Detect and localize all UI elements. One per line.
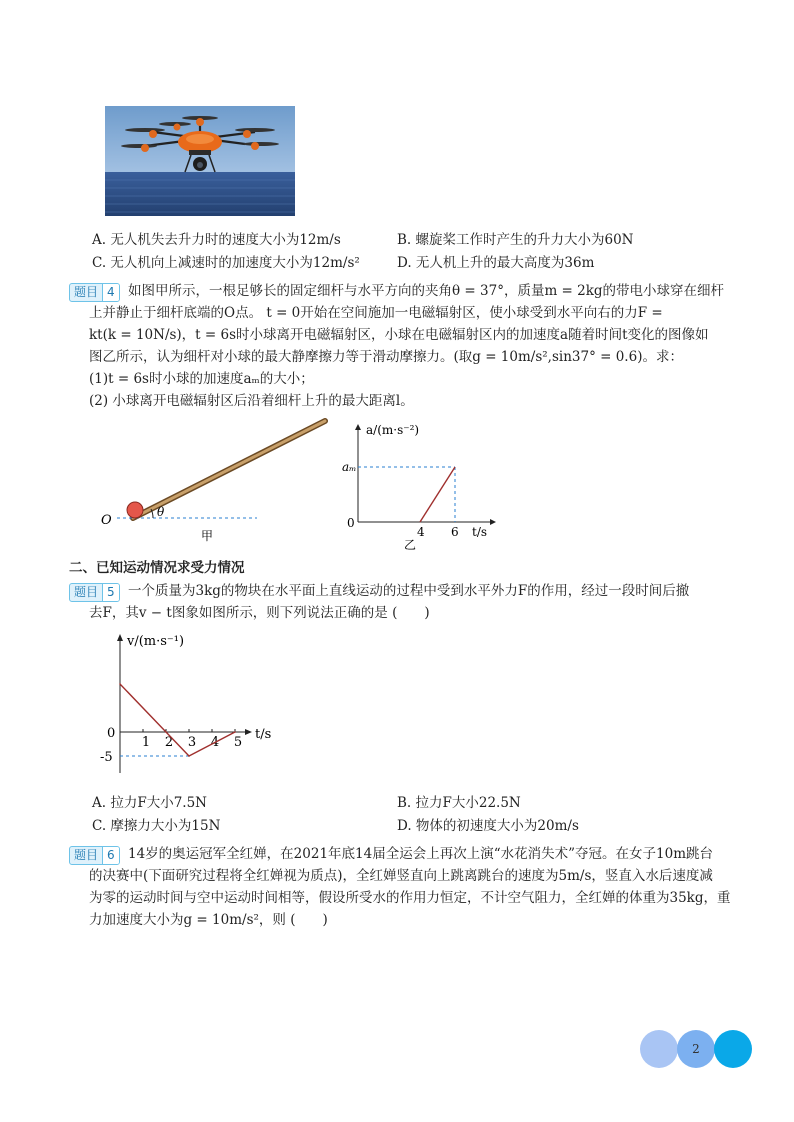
q6-line-1: 14岁的奥运冠军全红婵，在2021年底14届全运会上再次上演“水花消失术”夺冠。在女子10m跳台	[128, 846, 713, 862]
q6-line-4: 力加速度大小为g = 10m/s²，则 ( )	[89, 912, 328, 928]
figure-jia-incline	[95, 412, 345, 552]
vt-series-point	[165, 731, 167, 733]
q4-line-5: (1)t = 6s时小球的加速度aₘ的大小；	[89, 371, 314, 387]
yi-origin: 0	[347, 516, 355, 530]
drone-photo	[105, 106, 295, 216]
vt-ytick-0: 0	[107, 726, 116, 741]
vt-y-arrow	[117, 634, 123, 641]
question-badge-6	[69, 846, 120, 865]
acceleration-line	[420, 467, 455, 522]
yi-xlabel: t/s	[472, 525, 488, 539]
vt-xtick-2: 2	[164, 735, 174, 750]
badge-label: 题目	[74, 848, 99, 862]
badge-number: 5	[102, 584, 119, 601]
vt-series-point	[234, 731, 236, 733]
badge-number: 4	[102, 284, 119, 301]
q3-option-b: B. 螺旋桨工作时产生的升力大小为60N	[397, 232, 634, 248]
q5-line-1: 一个质量为3kg的物块在水平面上直线运动的过程中受到水平外力F的作用，经过一段时间后撤	[128, 583, 690, 599]
q4-line-1: 如图甲所示，一根足够长的固定细杆与水平方向的夹角θ = 37°，质量m = 2kg的带电小球穿在细杆	[128, 283, 725, 299]
q5-option-a: A. 拉力F大小7.5N	[92, 795, 207, 811]
charged-ball	[127, 502, 143, 518]
q3-option-c: C. 无人机向上减速时的加速度大小为12m/s²	[92, 255, 360, 271]
question-badge-4	[69, 283, 120, 302]
vt-xlabel: t/s	[255, 727, 272, 742]
q4-line-6: (2) 小球离开电磁辐射区后沿着细杆上升的最大距离l。	[89, 393, 414, 409]
q3-option-a: A. 无人机失去升力时的速度大小为12m/s	[92, 232, 341, 248]
vt-series-point	[188, 755, 190, 757]
q5-line-2: 去F，其v − t图象如图所示，则下列说法正确的是 ( )	[89, 605, 430, 621]
badge-label: 题目	[74, 285, 99, 299]
vt-xtick-4: 4	[210, 735, 220, 750]
q6-line-2: 的决赛中(下面研究过程将全红婵视为质点)，全红婵竖直向上跳离跳台的速度为5m/s，竖直入水后速度减	[89, 868, 713, 884]
page-number: 2	[692, 1042, 700, 1056]
q4-line-4: 图乙所示，认为细杆对小球的最大静摩擦力等于滑动摩擦力。(取g = 10m/s²,sin37° = 0.6)。求：	[89, 349, 683, 365]
vt-ylabel: v/(m·s⁻¹)	[127, 634, 185, 649]
q5-option-d: D. 物体的初速度大小为20m/s	[397, 818, 579, 834]
q4-line-3: kt(k = 10N/s)，t = 6s时小球离开电磁辐射区，小球在电磁辐射区内的加速度a随着时间t变化的图像如	[89, 327, 709, 343]
vt-chart	[95, 625, 295, 780]
q5-option-c: C. 摩擦力大小为15N	[92, 818, 221, 834]
yi-am-label: aₘ	[342, 460, 357, 474]
yi-tick-6: 6	[451, 525, 459, 539]
vt-xtick-3: 3	[187, 735, 197, 750]
vt-ytick-minus5: -5	[100, 750, 113, 765]
q4-line-2: 上并静止于细杆底端的O点。 t = 0开始在空间施加一电磁辐射区，使小球受到水平向右的力F =	[89, 305, 663, 321]
label-theta: θ	[157, 505, 165, 519]
vt-xtick-5: 5	[233, 735, 243, 750]
figure-yi-at-graph	[330, 418, 510, 553]
vt-xtick-1: 1	[141, 735, 151, 750]
vt-series-point	[119, 683, 121, 685]
yi-tick-4: 4	[417, 525, 425, 539]
q3-option-d: D. 无人机上升的最大高度为36m	[397, 255, 595, 271]
yi-ylabel: a/(m·s⁻²)	[366, 423, 420, 437]
badge-label: 题目	[74, 585, 99, 599]
question-badge-5	[69, 583, 120, 602]
q5-option-b: B. 拉力F大小22.5N	[397, 795, 521, 811]
q6-line-3: 为零的运动时间与空中运动时间相等，假设所受水的作用力恒定，不计空气阻力，全红婵的体重为35kg，重	[89, 890, 731, 906]
section-2-title: 二、已知运动情况求受力情况	[69, 560, 245, 576]
label-O: O	[101, 513, 112, 528]
caption-jia: 甲	[201, 529, 214, 543]
vt-x-arrow	[245, 729, 252, 735]
caption-yi: 乙	[404, 538, 417, 552]
badge-number: 6	[102, 847, 119, 864]
